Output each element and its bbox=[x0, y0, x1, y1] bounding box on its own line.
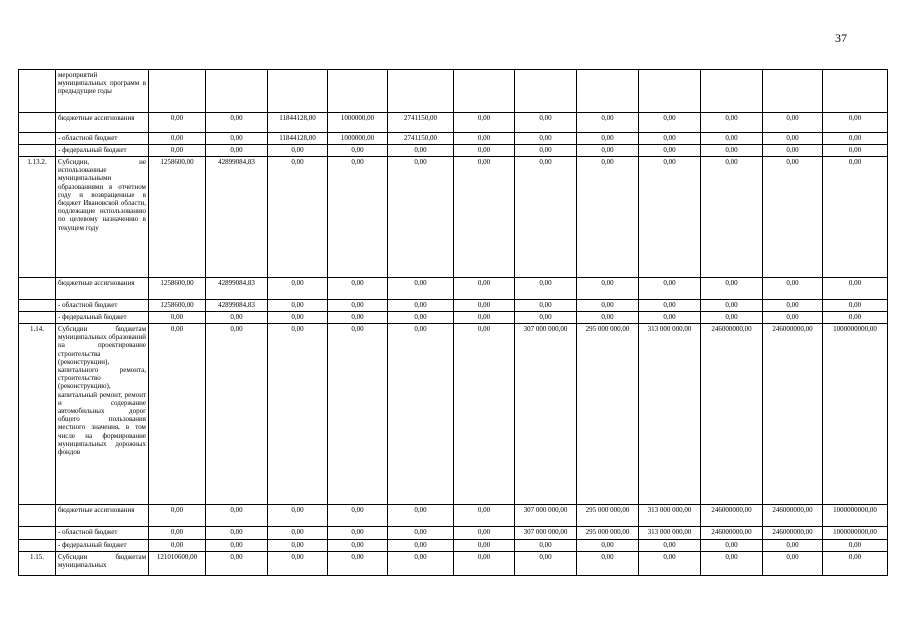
value-cell: 0,00 bbox=[454, 312, 515, 324]
value-cell: 11844128,00 bbox=[268, 113, 328, 133]
value-cell: 0,00 bbox=[388, 540, 454, 552]
value-cell: 0,00 bbox=[515, 145, 577, 157]
value-cell: 0,00 bbox=[149, 113, 206, 133]
value-cell: 313 000 000,00 bbox=[639, 505, 701, 527]
value-cell: 0,00 bbox=[268, 278, 328, 300]
value-cell: 0,00 bbox=[454, 157, 515, 278]
value-cell: 0,00 bbox=[149, 312, 206, 324]
table-row bbox=[19, 113, 888, 133]
value-cell: 0,00 bbox=[639, 300, 701, 312]
value-cell: 0,00 bbox=[639, 157, 701, 278]
value-cell: 0,00 bbox=[701, 552, 763, 576]
value-cell: 0,00 bbox=[388, 552, 454, 576]
value-cell: 0,00 bbox=[515, 540, 577, 552]
value-cell bbox=[454, 70, 515, 113]
value-cell bbox=[515, 70, 577, 113]
value-cell: 0,00 bbox=[149, 505, 206, 527]
value-cell: 0,00 bbox=[639, 540, 701, 552]
value-cell: 0,00 bbox=[454, 133, 515, 145]
value-cell: 0,00 bbox=[206, 324, 268, 505]
value-cell: 0,00 bbox=[268, 527, 328, 540]
value-cell: 246000000,00 bbox=[763, 527, 823, 540]
value-cell: 0,00 bbox=[206, 552, 268, 576]
value-cell: 0,00 bbox=[149, 133, 206, 145]
value-cell: 0,00 bbox=[454, 540, 515, 552]
value-cell: 0,00 bbox=[577, 540, 639, 552]
value-cell: 0,00 bbox=[763, 312, 823, 324]
value-cell: 1258600,00 bbox=[149, 278, 206, 300]
value-cell bbox=[763, 70, 823, 113]
value-cell: 0,00 bbox=[388, 300, 454, 312]
value-cell: 246000000,00 bbox=[701, 505, 763, 527]
value-cell: 0,00 bbox=[454, 113, 515, 133]
value-cell: 1000000000,00 bbox=[823, 324, 888, 505]
budget-table bbox=[18, 69, 888, 576]
value-cell: 0,00 bbox=[268, 552, 328, 576]
row-number-cell bbox=[19, 505, 56, 527]
value-cell: 0,00 bbox=[328, 300, 388, 312]
value-cell: 246000000,00 bbox=[763, 324, 823, 505]
table-row bbox=[19, 324, 888, 505]
value-cell bbox=[823, 70, 888, 113]
value-cell: 0,00 bbox=[328, 278, 388, 300]
value-cell: 121010600,00 bbox=[149, 552, 206, 576]
value-cell: 0,00 bbox=[328, 527, 388, 540]
value-cell: 295 000 000,00 bbox=[577, 527, 639, 540]
value-cell bbox=[577, 70, 639, 113]
value-cell: 0,00 bbox=[639, 145, 701, 157]
value-cell: 0,00 bbox=[639, 113, 701, 133]
value-cell: 0,00 bbox=[823, 540, 888, 552]
value-cell: 0,00 bbox=[823, 157, 888, 278]
row-number-cell bbox=[19, 300, 56, 312]
row-name-cell: - областной бюджет bbox=[56, 133, 149, 145]
value-cell: 0,00 bbox=[328, 324, 388, 505]
value-cell: 0,00 bbox=[823, 278, 888, 300]
value-cell: 0,00 bbox=[515, 113, 577, 133]
value-cell: 0,00 bbox=[639, 552, 701, 576]
value-cell: 0,00 bbox=[149, 540, 206, 552]
value-cell: 0,00 bbox=[206, 527, 268, 540]
value-cell: 1258600,00 bbox=[149, 157, 206, 278]
value-cell: 0,00 bbox=[763, 540, 823, 552]
value-cell: 0,00 bbox=[388, 312, 454, 324]
value-cell: 0,00 bbox=[268, 312, 328, 324]
table-row bbox=[19, 145, 888, 157]
value-cell: 0,00 bbox=[388, 527, 454, 540]
table-row bbox=[19, 133, 888, 145]
value-cell: 0,00 bbox=[823, 145, 888, 157]
value-cell: 0,00 bbox=[577, 157, 639, 278]
value-cell: 0,00 bbox=[328, 157, 388, 278]
value-cell: 0,00 bbox=[328, 540, 388, 552]
table-body bbox=[19, 70, 888, 576]
value-cell: 0,00 bbox=[823, 133, 888, 145]
value-cell: 0,00 bbox=[701, 113, 763, 133]
value-cell: 307 000 000,00 bbox=[515, 324, 577, 505]
value-cell: 0,00 bbox=[701, 157, 763, 278]
value-cell: 0,00 bbox=[268, 324, 328, 505]
row-name-cell: - федеральный бюджет bbox=[56, 145, 149, 157]
row-number-cell bbox=[19, 70, 56, 113]
value-cell: 0,00 bbox=[577, 552, 639, 576]
value-cell: 0,00 bbox=[577, 113, 639, 133]
value-cell: 0,00 bbox=[763, 113, 823, 133]
value-cell: 0,00 bbox=[388, 145, 454, 157]
row-name-cell: - областной бюджет bbox=[56, 300, 149, 312]
value-cell: 0,00 bbox=[206, 145, 268, 157]
value-cell: 0,00 bbox=[206, 505, 268, 527]
row-name-cell: бюджетные ассигнования bbox=[56, 278, 149, 300]
value-cell: 0,00 bbox=[388, 278, 454, 300]
value-cell: 0,00 bbox=[515, 133, 577, 145]
value-cell: 0,00 bbox=[268, 300, 328, 312]
table-row bbox=[19, 70, 888, 113]
row-name-cell: Субсидии, не использованные муниципальными образованиями в отчетном году и возвращенные в бюджет Ивановской области, подлежащие использованию по целевому назначению в текущем году bbox=[56, 157, 149, 278]
value-cell: 0,00 bbox=[701, 300, 763, 312]
row-number-cell: 1.13.2. bbox=[19, 157, 56, 278]
value-cell: 0,00 bbox=[639, 278, 701, 300]
value-cell: 0,00 bbox=[328, 145, 388, 157]
value-cell: 0,00 bbox=[763, 157, 823, 278]
value-cell: 0,00 bbox=[515, 552, 577, 576]
value-cell: 0,00 bbox=[823, 552, 888, 576]
value-cell: 313 000 000,00 bbox=[639, 527, 701, 540]
value-cell: 0,00 bbox=[639, 133, 701, 145]
value-cell: 42899084,83 bbox=[206, 157, 268, 278]
value-cell: 0,00 bbox=[577, 133, 639, 145]
table-row bbox=[19, 505, 888, 527]
value-cell: 0,00 bbox=[388, 324, 454, 505]
value-cell: 0,00 bbox=[577, 300, 639, 312]
value-cell: 313 000 000,00 bbox=[639, 324, 701, 505]
value-cell: 0,00 bbox=[388, 505, 454, 527]
value-cell: 0,00 bbox=[149, 527, 206, 540]
value-cell bbox=[639, 70, 701, 113]
value-cell: 0,00 bbox=[268, 505, 328, 527]
table-row bbox=[19, 278, 888, 300]
value-cell: 307 000 000,00 bbox=[515, 527, 577, 540]
value-cell: 0,00 bbox=[701, 145, 763, 157]
value-cell: 0,00 bbox=[268, 157, 328, 278]
value-cell: 1000000000,00 bbox=[823, 527, 888, 540]
row-name-cell: - областной бюджет bbox=[56, 527, 149, 540]
value-cell bbox=[328, 70, 388, 113]
value-cell bbox=[388, 70, 454, 113]
value-cell: 1258600,00 bbox=[149, 300, 206, 312]
row-name-cell: бюджетные ассигнования bbox=[56, 113, 149, 133]
value-cell: 0,00 bbox=[763, 145, 823, 157]
table-row bbox=[19, 552, 888, 576]
value-cell: 0,00 bbox=[701, 540, 763, 552]
value-cell: 11844128,00 bbox=[268, 133, 328, 145]
row-number-cell bbox=[19, 133, 56, 145]
row-number-cell: 1.14. bbox=[19, 324, 56, 505]
value-cell: 0,00 bbox=[206, 540, 268, 552]
value-cell: 0,00 bbox=[268, 145, 328, 157]
value-cell: 0,00 bbox=[328, 505, 388, 527]
row-number-cell bbox=[19, 278, 56, 300]
value-cell: 0,00 bbox=[149, 145, 206, 157]
table-row bbox=[19, 312, 888, 324]
value-cell bbox=[206, 70, 268, 113]
value-cell bbox=[701, 70, 763, 113]
table-row bbox=[19, 300, 888, 312]
value-cell: 0,00 bbox=[701, 312, 763, 324]
value-cell: 295 000 000,00 bbox=[577, 324, 639, 505]
row-name-cell: - федеральный бюджет bbox=[56, 540, 149, 552]
value-cell: 0,00 bbox=[268, 540, 328, 552]
value-cell: 0,00 bbox=[206, 113, 268, 133]
value-cell: 42899084,83 bbox=[206, 278, 268, 300]
value-cell: 1000000,00 bbox=[328, 133, 388, 145]
value-cell: 0,00 bbox=[454, 300, 515, 312]
value-cell: 0,00 bbox=[763, 300, 823, 312]
value-cell: 0,00 bbox=[206, 133, 268, 145]
value-cell: 0,00 bbox=[577, 278, 639, 300]
value-cell: 0,00 bbox=[328, 312, 388, 324]
value-cell: 0,00 bbox=[701, 278, 763, 300]
value-cell: 0,00 bbox=[763, 133, 823, 145]
value-cell: 0,00 bbox=[823, 312, 888, 324]
value-cell: 307 000 000,00 bbox=[515, 505, 577, 527]
value-cell: 246000000,00 bbox=[701, 324, 763, 505]
row-number-cell bbox=[19, 527, 56, 540]
value-cell: 246000000,00 bbox=[701, 527, 763, 540]
value-cell: 0,00 bbox=[515, 157, 577, 278]
row-name-cell: мероприятий муниципальных программ в предыдущие годы bbox=[56, 70, 149, 113]
value-cell: 42899084,83 bbox=[206, 300, 268, 312]
value-cell: 0,00 bbox=[206, 312, 268, 324]
row-number-cell bbox=[19, 312, 56, 324]
row-name-cell: бюджетные ассигнования bbox=[56, 505, 149, 527]
row-name-cell: Субсидии бюджетам муниципальных образований на проектирование строительства (реконструкции), капитального ремонта, строительство (реконструкцию), капитальный ремонт, ремонт и содержание автомобильных дорог общего пользования местного значения, в том числе на формирование муниципальных дорожных фондов bbox=[56, 324, 149, 505]
value-cell: 0,00 bbox=[454, 552, 515, 576]
value-cell: 0,00 bbox=[454, 145, 515, 157]
value-cell bbox=[149, 70, 206, 113]
value-cell bbox=[268, 70, 328, 113]
row-number-cell: 1.15. bbox=[19, 552, 56, 576]
value-cell: 0,00 bbox=[823, 300, 888, 312]
value-cell: 0,00 bbox=[328, 552, 388, 576]
value-cell: 0,00 bbox=[763, 552, 823, 576]
row-number-cell bbox=[19, 145, 56, 157]
value-cell: 0,00 bbox=[515, 300, 577, 312]
value-cell: 1000000,00 bbox=[328, 113, 388, 133]
table-row bbox=[19, 157, 888, 278]
value-cell: 295 000 000,00 bbox=[577, 505, 639, 527]
value-cell: 0,00 bbox=[454, 278, 515, 300]
value-cell: 0,00 bbox=[149, 324, 206, 505]
value-cell: 0,00 bbox=[515, 278, 577, 300]
page-number: 37 bbox=[835, 31, 847, 45]
value-cell: 0,00 bbox=[454, 324, 515, 505]
value-cell: 0,00 bbox=[577, 145, 639, 157]
value-cell: 0,00 bbox=[388, 157, 454, 278]
row-name-cell: - федеральный бюджет bbox=[56, 312, 149, 324]
table-row bbox=[19, 527, 888, 540]
value-cell: 0,00 bbox=[823, 113, 888, 133]
value-cell: 0,00 bbox=[577, 312, 639, 324]
value-cell: 0,00 bbox=[763, 278, 823, 300]
value-cell: 246000000,00 bbox=[763, 505, 823, 527]
value-cell: 2741150,00 bbox=[388, 113, 454, 133]
value-cell: 0,00 bbox=[701, 133, 763, 145]
value-cell: 0,00 bbox=[515, 312, 577, 324]
row-number-cell bbox=[19, 540, 56, 552]
value-cell: 1000000000,00 bbox=[823, 505, 888, 527]
table-row bbox=[19, 540, 888, 552]
row-name-cell: Субсидии бюджетам муниципальных bbox=[56, 552, 149, 576]
value-cell: 0,00 bbox=[454, 505, 515, 527]
value-cell: 2741150,00 bbox=[388, 133, 454, 145]
row-number-cell bbox=[19, 113, 56, 133]
value-cell: 0,00 bbox=[639, 312, 701, 324]
value-cell: 0,00 bbox=[454, 527, 515, 540]
